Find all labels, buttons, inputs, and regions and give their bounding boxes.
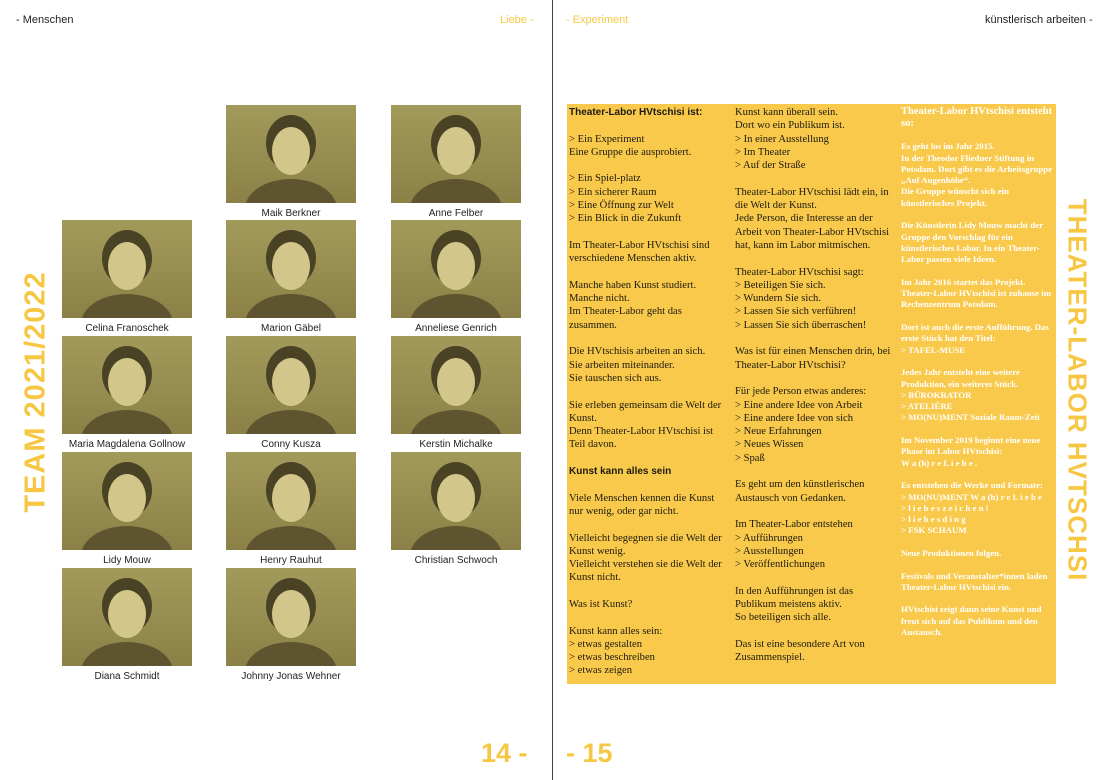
portrait-silhouette [226, 105, 356, 203]
text-column-2 [735, 106, 891, 678]
portrait-face [272, 242, 310, 290]
subheading: Kunst kann alles sein [569, 466, 672, 478]
member-photo [62, 452, 192, 550]
portrait-silhouette [62, 336, 192, 434]
member-photo [391, 336, 521, 434]
text-paragraph: Die HVtschisis arbeiten an sich. Sie arbeiten miteinander. Sie tauschen sich aus. [569, 346, 706, 384]
portrait-silhouette [62, 568, 192, 666]
member-name: Maik Berkner [261, 208, 321, 219]
text-paragraph: Viele Menschen kennen die Kunst nur wenig, oder gar nicht. [569, 492, 715, 517]
portrait-shoulders [410, 526, 502, 550]
portrait-silhouette [62, 220, 192, 318]
text-paragraph: Festivals und Veranstalter*innen laden Theater-Labor HVtschisi ein. [901, 570, 1048, 592]
team-title: TEAM 2021/2022 [19, 271, 52, 513]
text-paragraph: Kunst kann alles sein: > etwas gestalten > etwas beschreiben > etwas zeigen [569, 625, 663, 677]
portrait-shoulders [81, 294, 173, 318]
header-section-right-inner: - Experiment [566, 14, 629, 26]
text-paragraph: > Ein Experiment Eine Gruppe die ausprobiert. [569, 133, 692, 158]
text-paragraph: Die Künstlerin Lidy Mouw macht der Gruppe den Vorschlag für ein künstlerisches Labor. In ein Theater-Labor passen viele Ideen. [901, 220, 1043, 265]
member-photo [391, 105, 521, 203]
portrait-silhouette [226, 452, 356, 550]
text-paragraph: Dort ist auch die erste Aufführung. Das erste Stück hat den Titel: > TAFEL-MUSE [901, 322, 1049, 355]
text-paragraph: Jedes Jahr entsteht eine weitere Produktion, ein weiteres Stück. > BÜROKRATOR > ATELIÉRE > MO(NU)MENT Soziale Raum-Zeit [901, 367, 1040, 423]
text-paragraph: > Ein Spiel-platz > Ein sicherer Raum > Eine Öffnung zur Welt > Ein Blick in die Zukunft [569, 173, 682, 225]
text-paragraph: Im Jahr 2016 startet das Projekt. Theater-Labor HVtschisi ist zuhause im Rechenzentrum Potsdam. [901, 276, 1052, 310]
portrait-shoulders [245, 294, 337, 318]
header-section-left: - Menschen [16, 14, 74, 26]
text-paragraph: Neue Produktionen folgen. [901, 547, 1002, 558]
member-photo [391, 452, 521, 550]
member-photo [391, 220, 521, 318]
portrait-shoulders [245, 642, 337, 666]
portrait-shoulders [81, 642, 173, 666]
text-paragraph: Sie erleben gemeinsam die Welt der Kunst. Denn Theater-Labor HVtschisi ist Teil davon. [569, 399, 722, 451]
text-paragraph: Kunst kann überall sein. Dort wo ein Publikum ist. > In einer Ausstellung > Im Theater > Auf der Straße [735, 107, 845, 172]
portrait-face [437, 127, 475, 175]
member-name: Anne Felber [428, 208, 484, 219]
portrait-silhouette [62, 452, 192, 550]
portrait-shoulders [410, 410, 502, 434]
page-number-left: 14 - [481, 738, 528, 768]
member-photo [226, 452, 356, 550]
text-paragraph: Im Theater-Labor entstehen > Aufführungen > Ausstellungen > Veröffentlichungen [735, 519, 853, 571]
member-name: Maria Magdalena Gollnow [68, 439, 186, 450]
text-paragraph: Manche haben Kunst studiert. Manche nicht. Im Theater-Labor geht das zusammen. [569, 279, 697, 331]
column-heading: Theater-Labor HVtschisi entsteht so: [901, 106, 1053, 129]
column-heading: Theater-Labor HVtschisi ist: [569, 107, 703, 118]
member-name: Marion Gäbel [260, 323, 322, 334]
member-name: Johnny Jonas Wehner [241, 671, 341, 682]
text-paragraph: Es geht um den künstlerischen Austausch von Gedanken. [735, 479, 865, 504]
member-name: Henry Rauhut [260, 555, 322, 566]
portrait-shoulders [81, 410, 173, 434]
member-photo [226, 220, 356, 318]
member-name: Celina Franoschek [85, 323, 169, 334]
member-photo [226, 336, 356, 434]
member-photo [226, 105, 356, 203]
portrait-shoulders [245, 179, 337, 203]
member-name: Conny Kusza [261, 439, 321, 450]
member-name: Kerstin Michalke [419, 439, 493, 450]
portrait-silhouette [391, 452, 521, 550]
portrait-silhouette [391, 336, 521, 434]
text-paragraph: HVtschisi zeigt dann seine Kunst und freut sich auf das Publikum und den Austausch. [901, 604, 1042, 638]
member-name: Christian Schwoch [414, 555, 498, 566]
portrait-face [437, 474, 475, 522]
portrait-shoulders [81, 526, 173, 550]
member-photo [62, 336, 192, 434]
text-block [567, 104, 1056, 684]
portrait-face [437, 358, 475, 406]
portrait-face [108, 474, 146, 522]
portrait-silhouette [226, 220, 356, 318]
portrait-face [272, 590, 310, 638]
portrait-face [272, 358, 310, 406]
portrait-shoulders [410, 294, 502, 318]
text-paragraph: Es entstehen die Werke und Formate: > MO(NU)MENT W a (h) r e L i e b e > l i e b e s z e i c h e n ! > l i e b e s d i n g > FSK SCHAUM [901, 480, 1043, 536]
page-number-right: - 15 [566, 738, 613, 768]
text-paragraph: Was ist für einen Menschen drin, bei Theater-Labor HVtschisi? [735, 346, 891, 371]
header-section-left-inner: Liebe - [500, 14, 534, 26]
text-paragraph: Im Theater-Labor HVtschisi sind verschiedene Menschen aktiv. [569, 239, 710, 265]
text-column-1 [569, 106, 729, 691]
text-paragraph: Für jede Person etwas anderes: > Eine andere Idee von Arbeit > Eine andere Idee von sich > Neue Erfahrungen > Neues Wissen > Spaß [735, 386, 867, 464]
member-name: Diana Schmidt [94, 671, 160, 682]
portrait-silhouette [226, 336, 356, 434]
theater-title: THEATER-LABOR HVTSCHSI [1062, 198, 1093, 582]
portrait-face [272, 127, 310, 175]
portrait-silhouette [226, 568, 356, 666]
member-photo [226, 568, 356, 666]
portrait-face [108, 242, 146, 290]
text-paragraph: Es geht los im Jahr 2015. In der Theodor Fliedner Stiftung in Potsdam. Dort gibt es die Arbeitsgruppe „Auf Augenhöhe“. Die Gruppe wünscht sich ein künstlerisches Projekt. [901, 141, 1053, 208]
page-divider [552, 0, 553, 780]
text-paragraph: Was ist Kunst? [569, 598, 633, 610]
text-paragraph: Theater-Labor HVtschisi sagt: > Beteiligen Sie sich. > Wundern Sie sich. > Lassen Sie sich verführen! > Lassen Sie sich überraschen! [735, 266, 867, 331]
portrait-face [437, 242, 475, 290]
portrait-shoulders [410, 179, 502, 203]
header-section-right: künstlerisch arbeiten - [985, 14, 1093, 26]
text-paragraph: In den Aufführungen ist das Publikum meistens aktiv. So beteiligen sich alle. [735, 585, 854, 624]
portrait-shoulders [245, 526, 337, 550]
portrait-face [108, 590, 146, 638]
member-photo [62, 568, 192, 666]
text-column-3 [901, 106, 1053, 650]
portrait-silhouette [391, 105, 521, 203]
portrait-shoulders [245, 410, 337, 434]
text-paragraph: Vielleicht begegnen sie die Welt der Kunst wenig. Vielleicht verstehen sie die Welt der Kunst nicht. [569, 532, 722, 584]
text-paragraph: Theater-Labor HVtschisi lädt ein, in die Welt der Kunst. Jede Person, die Interesse an der Arbeit von Theater-Labor HVtschisi hat, kann im Labor mitmischen. [735, 186, 890, 251]
portrait-face [272, 474, 310, 522]
member-name: Anneliese Genrich [415, 323, 497, 334]
portrait-silhouette [391, 220, 521, 318]
text-paragraph: Das ist eine besondere Art von Zusammenspiel. [735, 638, 865, 664]
member-name: Lidy Mouw [103, 555, 151, 566]
portrait-face [108, 358, 146, 406]
member-photo [62, 220, 192, 318]
text-paragraph: Im November 2019 beginnt eine neue Phase im Labor HVtschisi: W a (h) r e L i e b e . [901, 435, 1041, 468]
